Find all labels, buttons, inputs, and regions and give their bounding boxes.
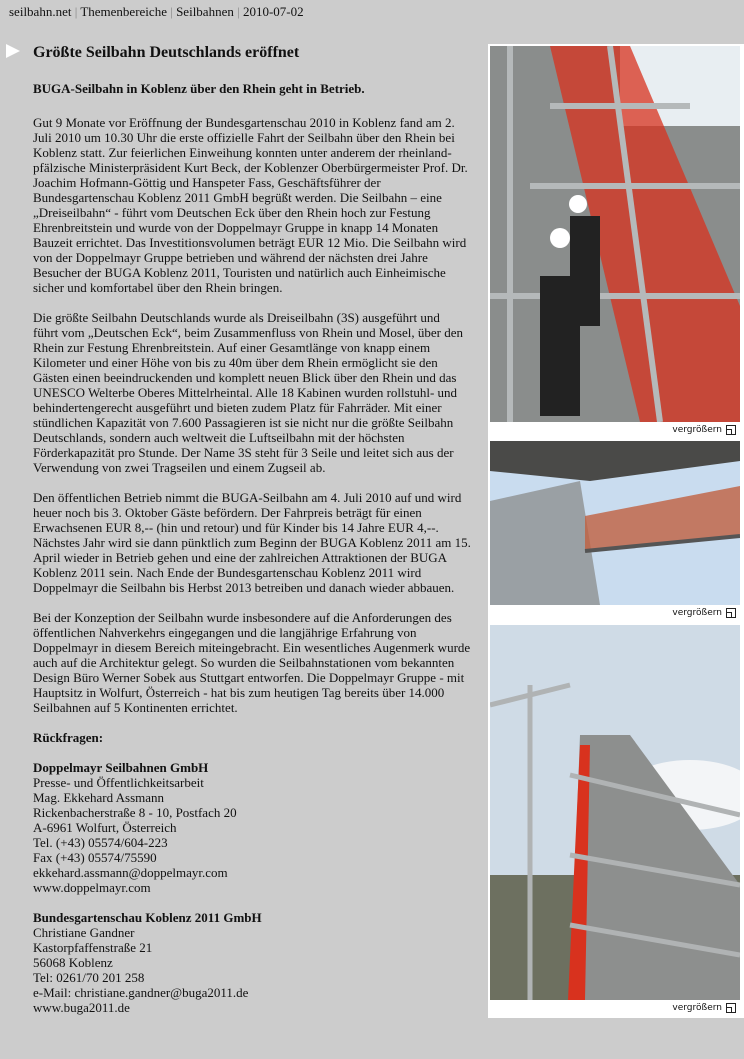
article-subtitle: BUGA-Seilbahn in Koblenz über den Rhein geht in Betrieb. [33, 81, 365, 96]
contact-company: Bundesgartenschau Koblenz 2011 GmbH [33, 910, 262, 925]
contact-line[interactable]: e-Mail: christiane.gandner@buga2011.de [33, 985, 249, 1000]
breadcrumb-home[interactable]: seilbahn.net [9, 4, 72, 19]
paragraph-line: Rhein zur Festung Ehrenbreitstein. Auf einer Gesamtlänge von knapp einem [33, 340, 431, 355]
contact-line: Tel. (+43) 05574/604-223 [33, 835, 168, 850]
paragraph-line: Doppelmayr in diesem Bereich miteingebracht. Ein wesentliches Augenmerk wurde [33, 640, 471, 655]
contact-company: Doppelmayr Seilbahnen GmbH [33, 760, 209, 775]
paragraph-line: auch auf die Architektur gelegt. So wurden die Seilbahnstationen vom bekannten [33, 655, 455, 670]
breadcrumb-seilbahnen[interactable]: Seilbahnen [176, 4, 234, 19]
paragraph-line: Koblenz statt. Zur feierlichen Einweihung konnten unter anderem der rheinland- [33, 145, 452, 160]
paragraph-line: Doppelmayr die Seilbahn bis Herbst 2013 betreiben und danach wieder abbauen. [33, 580, 455, 595]
paragraph-line: Erwachsenen EUR 8,-- (hin und retour) und für Kinder bis 14 Jahre EUR 4,--. [33, 520, 439, 535]
photo-tower-track[interactable] [490, 625, 740, 1000]
contact-block [33, 760, 483, 895]
paragraph-line: Ehrenbreitstein und wurde von der Doppelmayr Gruppe in knapp 14 Monaten [33, 220, 439, 235]
paragraph-line: „Dreiseilbahn“ - führt vom Deutschen Eck über den Rhein hoch zur Festung [33, 205, 431, 220]
article-paragraph [33, 490, 483, 595]
contact-line: Fax (+43) 05574/75590 [33, 850, 157, 865]
paragraph-line: Koblenz 2011 sein. Nach Ende der Bundesgartenschau Koblenz 2011 wird [33, 565, 422, 580]
paragraph-line: behindertengerecht ausgeführt und bieten zudem Platz für Fahrräder. Mit einer [33, 400, 442, 415]
paragraph-line: Joachim Hofmann-Göttig und Hanspeter Fass, Geschäftsführer der [33, 175, 381, 190]
enlarge-icon [726, 608, 736, 618]
contact-line[interactable]: ekkehard.assmann@doppelmayr.com [33, 865, 228, 880]
photo-construction-scaffold[interactable] [490, 46, 740, 422]
paragraph-line: Verwendung von zwei Tragseilen und einem Zugseil ab. [33, 460, 326, 475]
paragraph-line: pfälzische Ministerpräsident Kurt Beck, der Koblenzer Oberbürgermeister Prof. Dr. [33, 160, 468, 175]
enlarge-link-1[interactable] [488, 422, 740, 438]
contact-line: A-6961 Wolfurt, Österreich [33, 820, 177, 835]
paragraph-line: Hauptsitz in Wolfurt, Österreich - hat bis zum heutigen Tag bereits über 14.000 [33, 685, 445, 700]
paragraph-line: Kilometer und einer Höhe von bis zu 40m über dem Rhein ermöglicht sie den [33, 355, 438, 370]
paragraph-line: Den öffentlichen Betrieb nimmt die BUGA-Seilbahn am 4. Juli 2010 auf und wird [33, 490, 462, 505]
paragraph-line: April wieder in Betrieb gehen und eine der zahlreichen Attraktionen der BUGA [33, 550, 448, 565]
contact-heading: Rückfragen: [33, 730, 104, 745]
paragraph-line: sicher und komfortabel über den Rhein bringen. [33, 280, 283, 295]
paragraph-line: Gut 9 Monate vor Eröffnung der Bundesgartenschau 2010 in Koblenz fand am 2. [33, 115, 455, 130]
contact-block [33, 910, 483, 1015]
contact-line[interactable]: www.doppelmayr.com [33, 880, 151, 895]
breadcrumb-topics[interactable]: Themenbereiche [80, 4, 167, 19]
article-paragraph [33, 115, 483, 295]
contact-line[interactable]: www.buga2011.de [33, 1000, 130, 1015]
contact-line: Rickenbacherstraße 8 - 10, Postfach 20 [33, 805, 237, 820]
image-column [488, 44, 744, 1018]
paragraph-line: stündlichen Kapazität von 7.600 Passagieren ist sie nicht nur die größte Seilbahn [33, 415, 454, 430]
breadcrumb: seilbahn.net | Themenbereiche | Seilbahnen | 2010-07-02 [9, 4, 304, 19]
paragraph-line: Gästen einen beeindruckenden und komplett neuen Blick über den Rhein und das [33, 370, 457, 385]
contact-line: Kastorpfaffenstraße 21 [33, 940, 153, 955]
paragraph-line: von der Doppelmayr Gruppe betrieben und während der nächsten drei Jahre [33, 250, 428, 265]
contact-line: Mag. Ekkehard Assmann [33, 790, 165, 805]
article-paragraph [33, 310, 483, 475]
enlarge-label[interactable]: vergrößern [672, 608, 722, 618]
enlarge-label[interactable]: vergrößern [672, 1003, 722, 1013]
contact-line: Presse- und Öffentlichkeitsarbeit [33, 775, 204, 790]
enlarge-icon [726, 1003, 736, 1013]
paragraph-line: Deutschlands, sondern auch weltweit die Luftseilbahn mit der höchsten [33, 430, 405, 445]
enlarge-label[interactable]: vergrößern [672, 425, 722, 435]
paragraph-line: öffentlichen Nahverkehrs eingegangen und die langjährige Erfahrung von [33, 625, 417, 640]
play-arrow-icon [6, 44, 20, 58]
paragraph-line: Nächstes Jahr wird sie dann pünktlich zum Beginn der BUGA Koblenz 2011 am 15. [33, 535, 471, 550]
contact-line: 56068 Koblenz [33, 955, 113, 970]
contact-line: Tel: 0261/70 201 258 [33, 970, 145, 985]
paragraph-line: führt vom „Deutschen Eck“, beim Zusammenfluss von Rhein und Mosel, über den [33, 325, 463, 340]
paragraph-line: Förderkapazität pro Stunde. Der Name 3S steht für 3 Seile und leitet sich aus der [33, 445, 454, 460]
photo-station-sky[interactable] [490, 441, 740, 605]
paragraph-line: Design Büro Werner Sobek aus Stuttgart entworfen. Die Doppelmayr Gruppe - mit [33, 670, 465, 685]
paragraph-line: Bundesgartenschau Koblenz 2011 GmbH begrüßt werden. Die Seilbahn – eine [33, 190, 442, 205]
enlarge-link-2[interactable] [488, 605, 740, 621]
contact-line: Christiane Gandner [33, 925, 135, 940]
paragraph-line: heuer noch bis 3. Oktober Gäste befördern. Der Fahrpreis beträgt für einen [33, 505, 422, 520]
paragraph-line: Juli 2010 um 10.30 Uhr die erste offizielle Fahrt der Seilbahn über den Rhein bei [33, 130, 455, 145]
paragraph-line: UNESCO Welterbe Oberes Mittelrheintal. Alle 18 Kabinen wurden rollstuhl- und [33, 385, 458, 400]
paragraph-line: Bauzeit errichtet. Das Investitionsvolumen beträgt EUR 12 Mio. Die Seilbahn wird [33, 235, 467, 250]
paragraph-line: Bei der Konzeption der Seilbahn wurde insbesondere auf die Anforderungen des [33, 610, 452, 625]
paragraph-line: Besucher der BUGA Koblenz 2011, Touristen und natürlich auch Einheimische [33, 265, 446, 280]
article-title: Größte Seilbahn Deutschlands eröffnet [33, 44, 300, 61]
enlarge-icon [726, 425, 736, 435]
article-body [33, 81, 483, 1030]
paragraph-line: Seilbahnen auf 5 Kontinenten errichtet. [33, 700, 238, 715]
article-paragraph [33, 610, 483, 715]
breadcrumb-date: 2010-07-02 [242, 4, 304, 19]
paragraph-line: Die größte Seilbahn Deutschlands wurde als Dreiseilbahn (3S) ausgeführt und [33, 310, 440, 325]
enlarge-link-3[interactable] [488, 1000, 740, 1016]
